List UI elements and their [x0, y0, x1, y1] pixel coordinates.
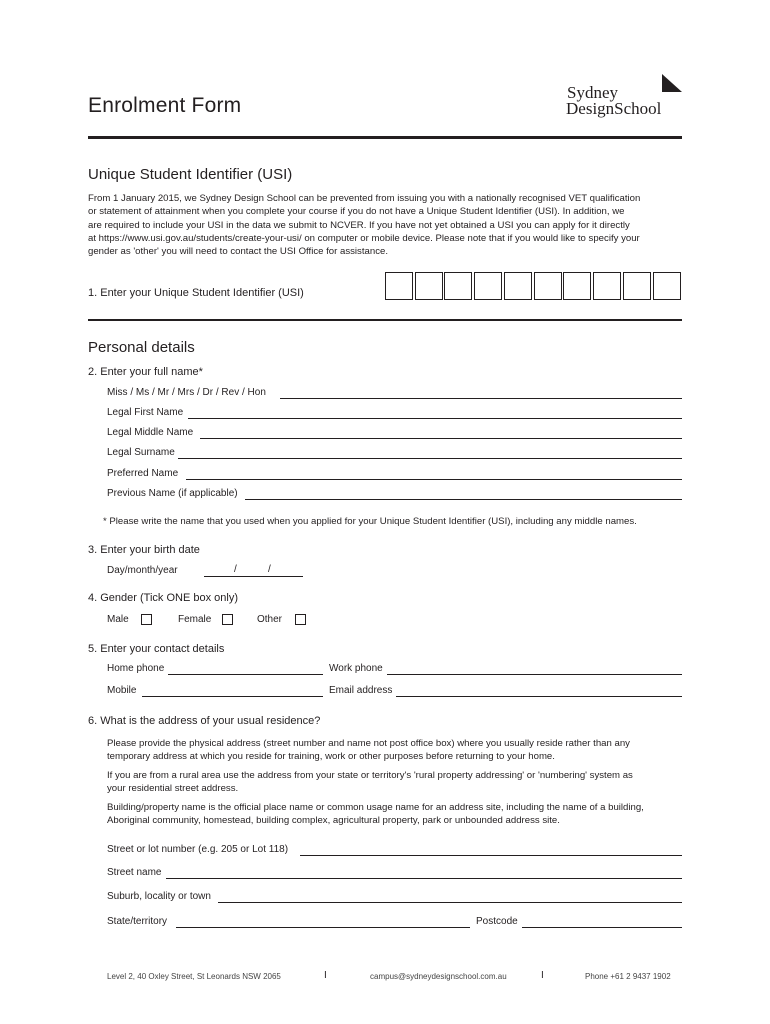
gender-male-checkbox[interactable]: [141, 614, 152, 625]
title-label: Miss / Ms / Mr / Mrs / Dr / Rev / Hon: [107, 387, 266, 398]
address-instructions-3: Building/property name is the official place name or common usage name for an address site, including the name of a building, Aboriginal community, homestead, building complex, agricultural property, park or unbounded address site.: [107, 802, 644, 827]
address-instructions-1: Please provide the physical address (street number and name not post office box) where you usually reside rather than any temporary address at which you reside for training, work or other purposes before returning to your home.: [107, 738, 630, 763]
street-lot-label: Street or lot number (e.g. 205 or Lot 118): [107, 844, 289, 855]
personal-heading: Personal details: [88, 339, 195, 356]
footer-separator: I: [541, 970, 544, 981]
usi-char-box[interactable]: [385, 272, 413, 300]
title-field[interactable]: [280, 398, 682, 399]
work-phone-label: Work phone: [329, 663, 383, 674]
footer-separator: I: [324, 970, 327, 981]
first-name-field[interactable]: [188, 418, 682, 419]
gender-other-label: Other: [257, 614, 283, 625]
usi-paragraph: From 1 January 2015, we Sydney Design School can be prevented from issuing you with a nationally recognised VET qualification or statement of attainment when you complete your course if you do not have a Unique Student Identifier (USI). In addition, we are required to include your USI in the data we submit to NCVER. If you have not yet obtained a USI you can apply for it directly at https://www.usi.gov.au/students/create-your-usi/ on computer or mobile device. Please note that if you would like to specify your gender as 'other' you will need to contact the USI Office for assistance.: [88, 193, 641, 258]
usi-char-box[interactable]: [504, 272, 532, 300]
gender-male-label: Male: [107, 614, 129, 625]
email-field[interactable]: [396, 696, 682, 697]
name-footnote: * Please write the name that you used when you applied for your Unique Student Identifier (USI), including any middle names.: [103, 516, 637, 527]
dob-separator: /: [234, 564, 237, 575]
street-lot-field[interactable]: [300, 855, 682, 856]
section-divider: [88, 319, 682, 321]
header-divider: [88, 136, 682, 139]
gender-female-label: Female: [178, 614, 212, 625]
logo-text-designschool: DesignSchool: [566, 99, 662, 118]
usi-char-box[interactable]: [474, 272, 502, 300]
footer-phone: Phone +61 2 9437 1902: [585, 972, 671, 981]
home-phone-label: Home phone: [107, 663, 165, 674]
gender-female-checkbox[interactable]: [222, 614, 233, 625]
q4-label: 4. Gender (Tick ONE box only): [88, 592, 238, 604]
preferred-name-field[interactable]: [186, 479, 682, 480]
usi-char-box[interactable]: [623, 272, 651, 300]
postcode-label: Postcode: [476, 916, 518, 927]
email-label: Email address: [329, 685, 393, 696]
q5-label: 5. Enter your contact details: [88, 643, 225, 655]
page-title: Enrolment Form: [88, 94, 242, 117]
state-label: State/territory: [107, 916, 168, 927]
usi-char-box[interactable]: [653, 272, 681, 300]
home-phone-field[interactable]: [168, 674, 323, 675]
previous-name-field[interactable]: [245, 499, 682, 500]
q2-label: 2. Enter your full name*: [88, 366, 203, 378]
gender-other-checkbox[interactable]: [295, 614, 306, 625]
surname-field[interactable]: [178, 458, 682, 459]
q3-label: 3. Enter your birth date: [88, 544, 200, 556]
logo-triangle-icon: [662, 74, 682, 92]
state-field[interactable]: [176, 927, 470, 928]
street-name-field[interactable]: [166, 878, 682, 879]
usi-char-box[interactable]: [444, 272, 472, 300]
surname-label: Legal Surname: [107, 447, 175, 458]
address-instructions-2: If you are from a rural area use the address from your state or territory's 'rural property addressing' or 'numbering' system as your residential street address.: [107, 770, 633, 795]
dob-label: Day/month/year: [107, 565, 178, 576]
first-name-label: Legal First Name: [107, 407, 184, 418]
suburb-field[interactable]: [218, 902, 682, 903]
dob-field[interactable]: [204, 576, 303, 577]
middle-name-label: Legal Middle Name: [107, 427, 194, 438]
usi-heading: Unique Student Identifier (USI): [88, 166, 293, 183]
q6-label: 6. What is the address of your usual residence?: [88, 715, 321, 727]
work-phone-field[interactable]: [387, 674, 682, 675]
usi-char-box[interactable]: [415, 272, 443, 300]
footer-email[interactable]: campus@sydneydesignschool.com.au: [370, 972, 507, 981]
dob-separator: /: [268, 564, 271, 575]
previous-name-label: Previous Name (if applicable): [107, 488, 238, 499]
preferred-name-label: Preferred Name: [107, 468, 179, 479]
usi-question: 1. Enter your Unique Student Identifier (USI): [88, 287, 304, 299]
usi-char-box[interactable]: [534, 272, 562, 300]
usi-char-box[interactable]: [563, 272, 591, 300]
logo-text-sydney: Sydney: [567, 83, 618, 102]
footer-address: Level 2, 40 Oxley Street, St Leonards NSW 2065: [107, 972, 281, 981]
usi-char-box[interactable]: [593, 272, 621, 300]
middle-name-field[interactable]: [200, 438, 682, 439]
mobile-field[interactable]: [142, 696, 323, 697]
suburb-label: Suburb, locality or town: [107, 891, 211, 902]
mobile-label: Mobile: [107, 685, 137, 696]
postcode-field[interactable]: [522, 927, 682, 928]
street-name-label: Street name: [107, 867, 162, 878]
